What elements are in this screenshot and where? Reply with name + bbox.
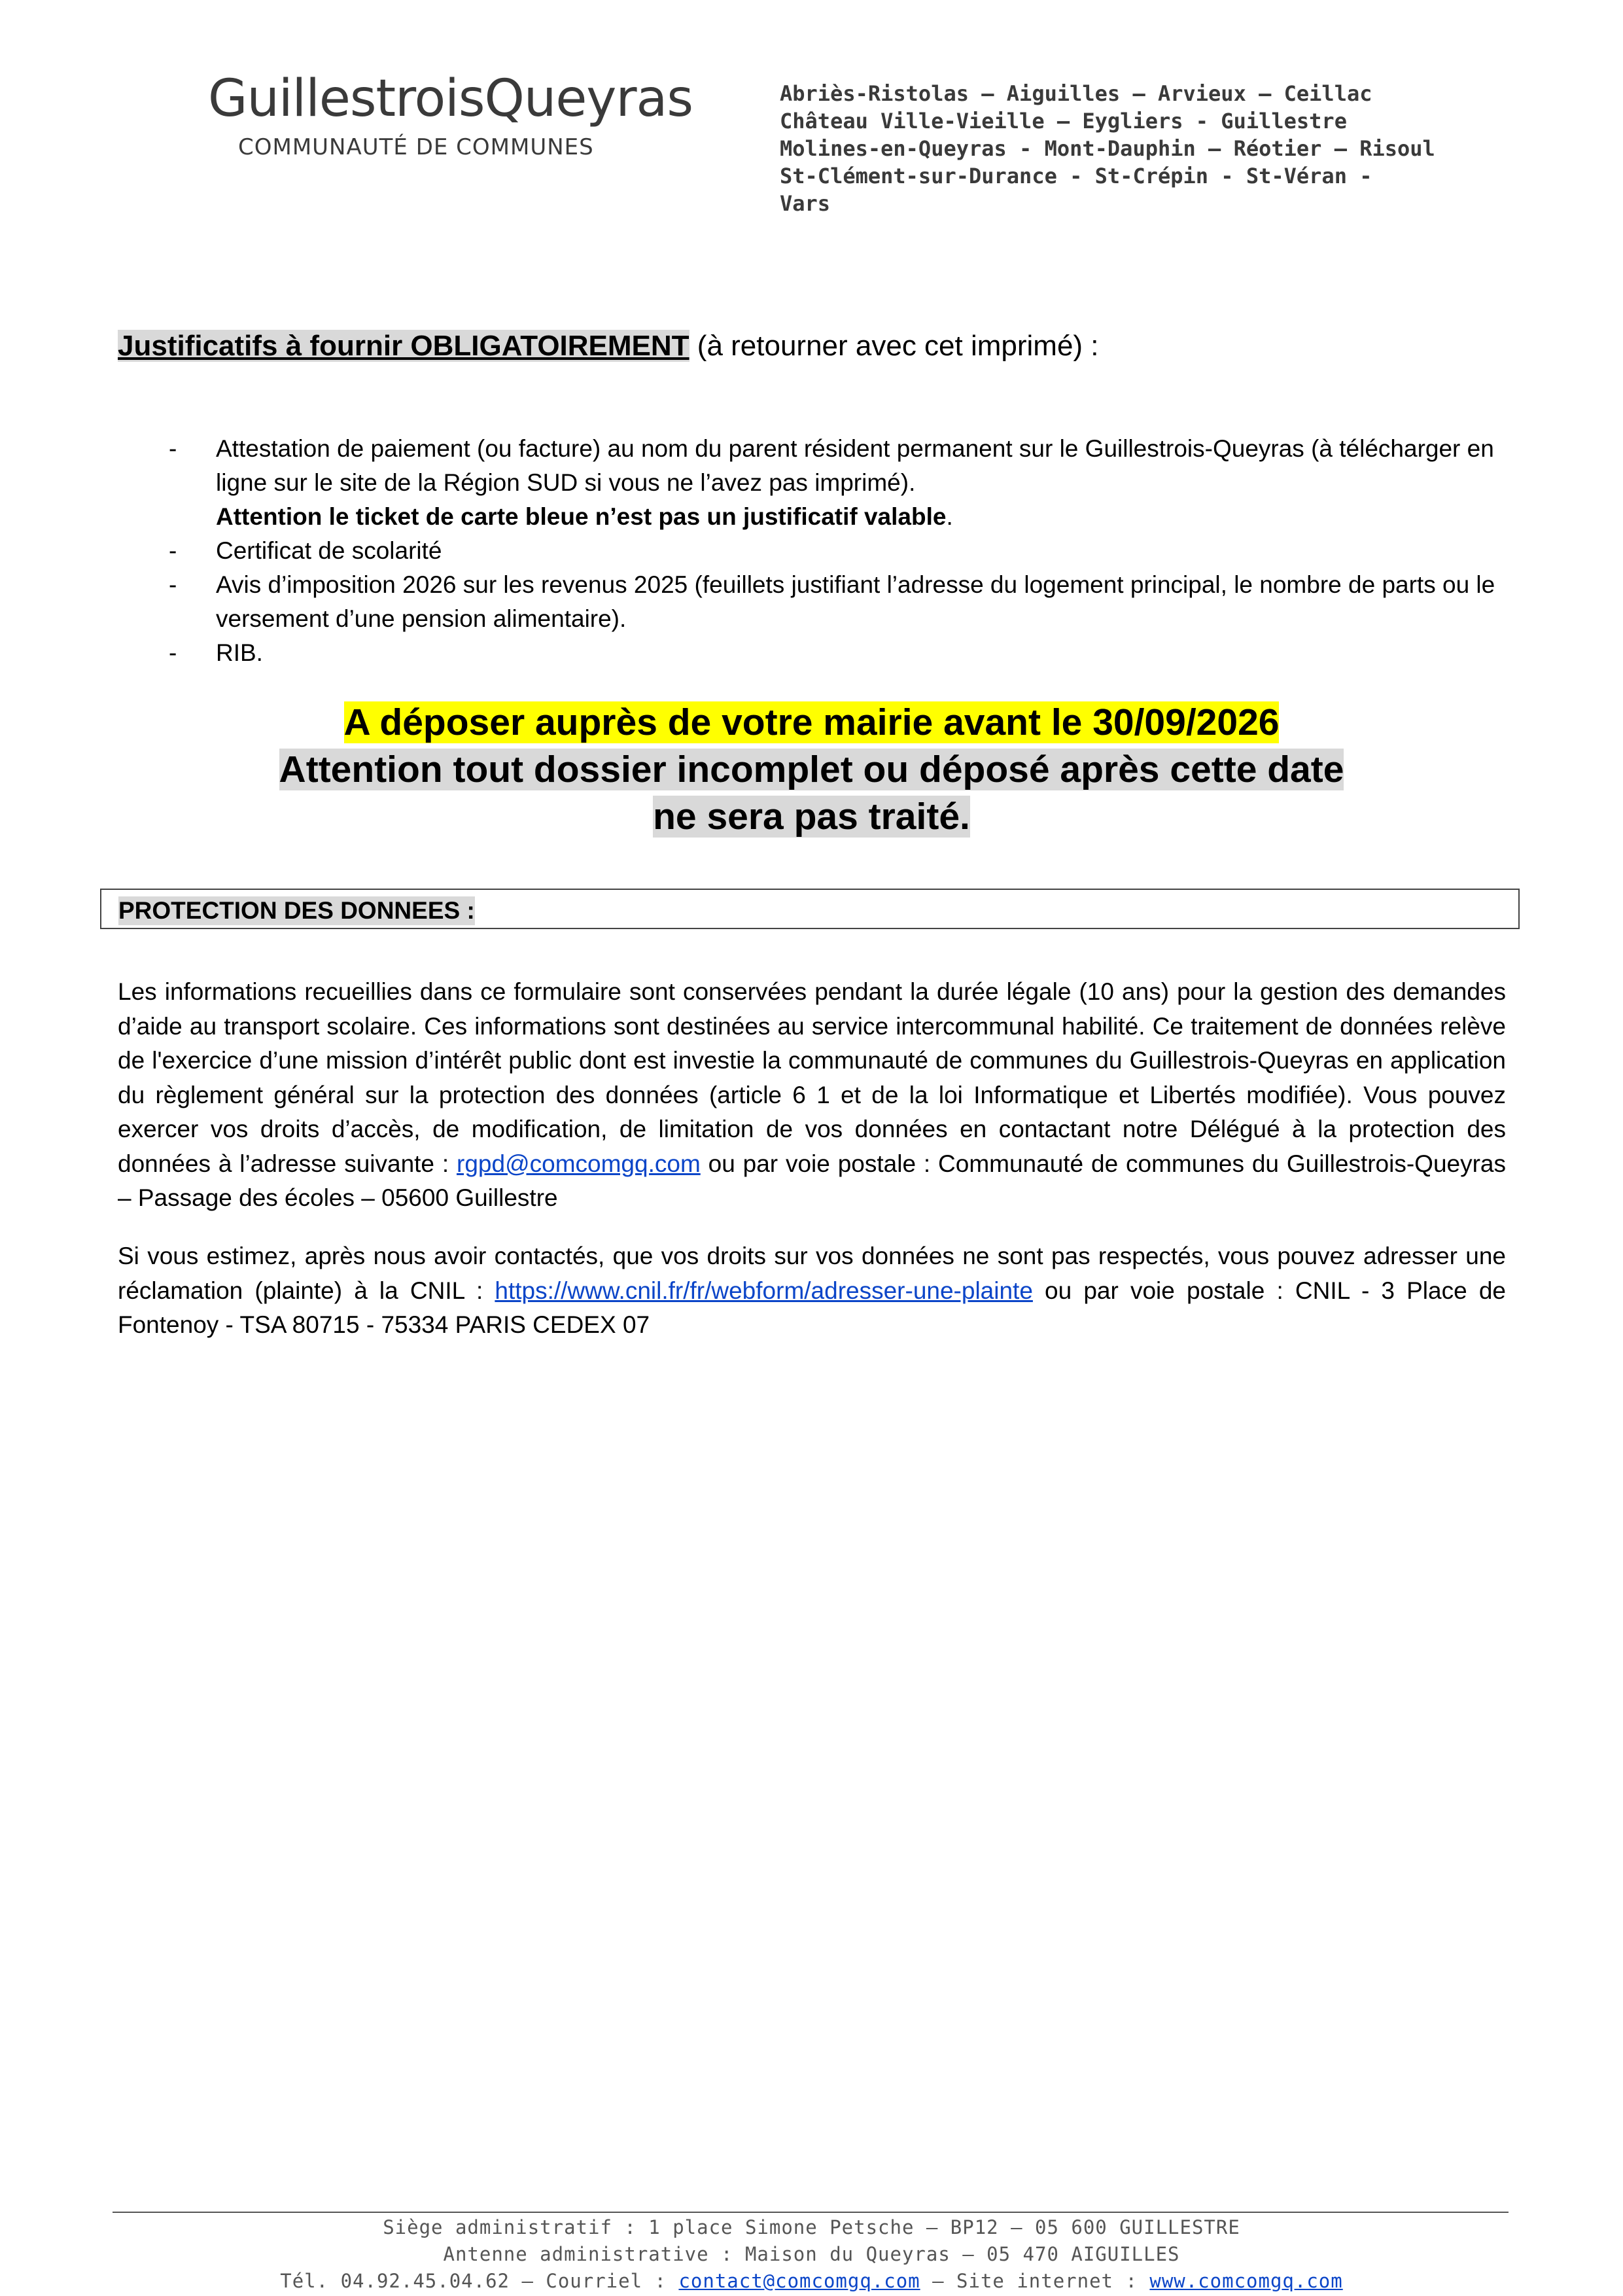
- list-item: [118, 534, 1505, 568]
- justificatifs-heading: [118, 327, 1099, 365]
- cnil-paragraph-text: Si vous estimez, après nous avoir contactés, que vos droits sur vos données ne sont pas respectés, vous pouvez adresser une réclamation (plainte) à la CNIL :: [118, 1243, 1506, 1304]
- protection-title: PROTECTION DES DONNEES :: [118, 897, 475, 924]
- footer-divider: [113, 2212, 1509, 2213]
- protection-paragraph: [118, 975, 1506, 1216]
- list-item: [118, 568, 1505, 636]
- footer-site-label: – Site internet :: [920, 2270, 1150, 2292]
- list-item-text: RIB.: [216, 639, 263, 666]
- list-item-text: Avis d’imposition 2026 sur les revenus 2025 (feuillets justifiant l’adresse du logement principal, le nombre de parts ou le versement d’une pension alimentaire).: [216, 571, 1495, 632]
- documents-list: [118, 432, 1505, 670]
- communes-line: Vars: [780, 191, 831, 216]
- logo-subtitle: COMMUNAUTÉ DE COMMUNES: [238, 134, 594, 160]
- list-dash: -: [169, 537, 177, 564]
- cnil-paragraph: [118, 1239, 1506, 1343]
- communes-line: Molines-en-Queyras - Mont-Dauphin – Réotier – Risoul: [780, 136, 1435, 161]
- list-item: [118, 636, 1505, 670]
- communes-line: Abriès-Ristolas – Aiguilles – Arvieux – Ceillac: [780, 81, 1372, 106]
- communes-line: St-Clément-sur-Durance - St-Crépin - St-Véran -: [780, 164, 1372, 188]
- deadline-line: A déposer auprès de votre mairie avant le 30/09/2026: [343, 701, 1280, 743]
- list-dash: -: [169, 639, 177, 666]
- rgpd-email-link[interactable]: rgpd@comcomgq.com: [457, 1150, 701, 1177]
- incomplete-warning-line: Attention tout dossier incomplet ou déposé après cette date: [279, 749, 1344, 790]
- list-item-text: Certificat de scolarité: [216, 537, 442, 564]
- footer-antenna-line: Antenne administrative : Maison du Queyras – 05 470 AIGUILLES: [443, 2243, 1180, 2265]
- cnil-complaint-link[interactable]: https://www.cnil.fr/fr/webform/adresser-une-plainte: [495, 1277, 1033, 1304]
- footer-website-link[interactable]: www.comcomgq.com: [1149, 2270, 1343, 2292]
- logo-title: GuillestroisQueyras: [208, 69, 693, 128]
- communes-line: Château Ville-Vieille – Eygliers - Guillestre: [780, 109, 1347, 133]
- protection-paragraph-text-end: ou par voie postale : Communauté de communes du Guillestrois-Queyras – Passage des écoles – 05600 Guillestre: [118, 1150, 1506, 1211]
- list-item-text: Attestation de paiement (ou facture) au nom du parent résident permanent sur le Guillestrois-Queyras (à télécharger en ligne sur le site de la Région SUD si vous ne l’avez pas imprimé).: [216, 435, 1494, 496]
- list-item-bold-note-end: .: [946, 503, 953, 530]
- list-item-bold-note: Attention le ticket de carte bleue n’est pas un justificatif valable: [216, 503, 947, 530]
- protection-section-header: [100, 889, 1520, 929]
- cnil-paragraph-text-end: ou par voie postale : CNIL - 3 Place de Fontenoy - TSA 80715 - 75334 PARIS CEDEX 07: [118, 1277, 1506, 1338]
- footer-contact-line: [0, 2268, 1623, 2295]
- list-dash: -: [169, 435, 177, 462]
- list-dash: -: [169, 571, 177, 598]
- footer-email-link[interactable]: contact@comcomgq.com: [678, 2270, 920, 2292]
- deadline-notice: [0, 699, 1623, 840]
- communes-list: [780, 80, 1435, 217]
- list-item: [118, 432, 1505, 534]
- justificatifs-heading-strong: Justificatifs à fournir OBLIGATOIREMENT: [118, 330, 689, 362]
- incomplete-warning-line-end: ne sera pas traité.: [653, 796, 970, 838]
- protection-paragraph-text: Les informations recueillies dans ce formulaire sont conservées pendant la durée légale (10 ans) pour la gestion des demandes d’aide au transport scolaire. Ces informations sont destinées au service intercommunal habilité. Ce traitement de données relève de l'exercice d’une mission d’intérêt public dont est investie la communauté de communes du Guillestrois-Queyras en application du règlement général sur la protection des données (article 6 1 et de la loi Informatique et Libertés modifiée). Vous pouvez exercer vos droits d’accès, de modification, de limitation de vos données en contactant notre Délégué à la protection des données à l’adresse suivante :: [118, 978, 1506, 1177]
- footer-address-line: Siège administratif : 1 place Simone Petsche – BP12 – 05 600 GUILLESTRE: [383, 2216, 1240, 2238]
- footer: [0, 2214, 1623, 2295]
- footer-phone-text: Tél. 04.92.45.04.62 – Courriel :: [280, 2270, 679, 2292]
- justificatifs-heading-rest: (à retourner avec cet imprimé) :: [689, 330, 1099, 362]
